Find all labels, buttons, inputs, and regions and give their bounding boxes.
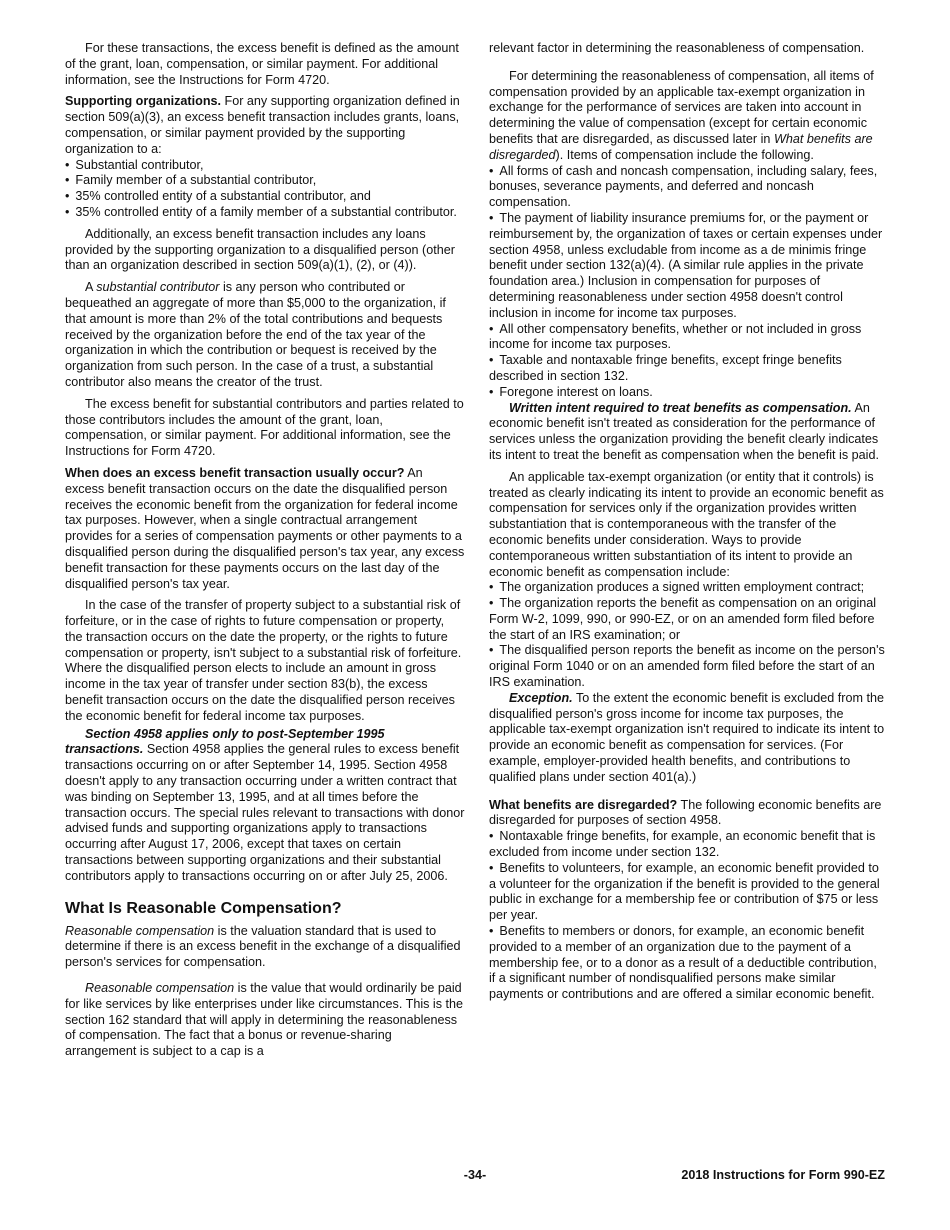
paragraph: The excess benefit for substantial contributors and parties related to those contributors includes the amount of the grant, loan, compensation, or similar payment. For additional information, see the Instructions for Form 4720. [65, 396, 464, 459]
section-heading: What Is Reasonable Compensation? [65, 899, 342, 917]
run-in-heading: What benefits are disregarded? [489, 797, 678, 812]
paragraph: Additionally, an excess benefit transaction includes any loans provided by the supporting organization to a disqualified person (other than an organization described in section 509(a)(1), (2), or (4)). [65, 226, 455, 273]
paragraph: relevant factor in determining the reasonableness of compensation. [489, 41, 865, 55]
list-item: • All forms of cash and noncash compensation, including salary, fees, bonuses, severance payments, and deferred and noncash compensation. [489, 164, 885, 211]
reasonable-compensation-definition [65, 924, 465, 971]
reasonable-compensation-value-paragraph [65, 981, 465, 1060]
written-intent-paragraph [489, 401, 885, 464]
paragraph-text: is the valuation standard that is used to determine if there is an excess benefit in the exchange of a disqualified person's services for compensation. [65, 923, 461, 970]
list-item: • All other compensatory benefits, whether or not included in gross income for income tax purposes. [489, 322, 885, 354]
list-item: • 35% controlled entity of a substantial contributor, and [65, 189, 465, 205]
form-title: 2018 Instructions for Form 990-EZ [681, 1168, 885, 1182]
run-in-heading: Written intent required to treat benefits as compensation. [509, 400, 852, 415]
paragraph-text: ). Items of compensation include the following. [555, 147, 814, 162]
list-item: • Family member of a substantial contributor, [65, 173, 465, 189]
when-occur-paragraph [65, 466, 465, 592]
defined-term: substantial contributor [96, 280, 220, 295]
list-item: • 35% controlled entity of a family member of a substantial contributor. [65, 205, 465, 221]
list-item: • Substantial contributor, [65, 158, 465, 174]
paragraph-text: Section 4958 applies the general rules to excess benefit transactions occurring on or after September 14, 1995. Section 4958 doesn't apply to any transaction occurring under a written contract that was binding on September 13, 1995, and at all times before the transaction occurs. The special rules relevant to transactions with donor advised funds and supporting organizations apply to transactions occurring after August 17, 2006, except that taxes on certain transactions between supporting organizations and their substantial contributors apply to transactions occurring on or after July 25, 2006. [65, 742, 465, 883]
paragraph-text: An excess benefit transaction occurs on the date the disqualified person receives the economic benefit from the organization for federal income tax purposes. However, when a single contractual arrangement provides for a series of compensation payments or other payments to a disqualified person during the disqualified person's tax year, any excess benefit transaction for these payments occurs on the last day of the disqualified person's tax year. [65, 465, 465, 591]
run-in-heading: When does an excess benefit transaction usually occur? [65, 465, 405, 480]
list-item: • The payment of liability insurance premiums for, or the payment or reimbursement by, the organization of taxes or certain expenses under section 4958, unless excludable from income as a de minimis fringe benefit under section 132(a)(4). (A similar rule applies in the private foundation area.) Inclusion in compensation for purposes of determining reasonableness under section 4958 doesn't control inclusion in income for income tax purposes. [489, 211, 885, 322]
paragraph-text: is any person who contributed or bequeathed an aggregate of more than $5,000 to the organization, if that amount is more than 2% of the total contributions and bequests received by the organization before the end of the tax year of the organization in which the contribution or bequest is received by the organization from such person. In the case of a trust, a substantial contributor also means the creator of the trust. [65, 280, 446, 389]
paragraph-text: An economic benefit isn't treated as consideration for the performance of services unless the organization providing the benefit clearly indicates its intent to treat the benefit as compensation when the benefit is paid. [489, 400, 879, 462]
paragraph-text: is the value that would ordinarily be paid for like services by like enterprises under like circumstances. This is the section 162 standard that will apply in determining the reasonableness of compensation. The fact that a bonus or revenue-sharing arrangement is subject to a cap is a [65, 981, 464, 1059]
list-item: • Foregone interest on loans. [489, 385, 885, 401]
paragraph-text: To the extent the economic benefit is excluded from the disqualified person's gross income for income tax purposes, the applicable tax-exempt organization isn't required to indicate its intent to provide an economic benefit as compensation for services. (For example, employer-provided health benefits, and contributions to qualified plans under section 401(a).) [489, 690, 885, 784]
list-item: • The organization produces a signed written employment contract; [489, 580, 885, 596]
disregarded-benefits-paragraph [489, 798, 885, 830]
defined-term: Reasonable compensation [65, 923, 215, 938]
paragraph-text: For determining the reasonableness of compensation, all items of compensation provided by an applicable tax-exempt organization in exchange for the performance of services are taken into account in determining the value of compensation (except for certain economic benefits that are disregarded, as discussed later in [489, 68, 874, 146]
list-item: • Benefits to members or donors, for example, an economic benefit provided to a member of an organization due to the payment of a membership fee, or to a donor as a result of a deductible contribution, if a significant number of nondisqualified persons make similar payments or contributions and are offered a similar economic benefit. [489, 924, 885, 1003]
paragraph: For these transactions, the excess benefit is defined as the amount of the grant, loan, compensation, or similar payment. For additional information, see the Instructions for Form 4720. [65, 41, 459, 87]
section-4958-paragraph [65, 727, 465, 885]
list-item: • Taxable and nontaxable fringe benefits, except fringe benefits described in section 132. [489, 353, 885, 385]
supporting-organizations-paragraph [65, 94, 465, 157]
paragraph-text: For any supporting organization defined in section 509(a)(3), an excess benefit transaction includes grants, loans, compensation, or similar payment provided by the supporting organization to a: [65, 94, 460, 156]
run-in-heading: Supporting organizations. [65, 94, 222, 109]
items-of-compensation-paragraph [489, 69, 885, 164]
cross-reference: What benefits are disregarded [489, 131, 873, 162]
defined-term: Reasonable compensation [85, 981, 235, 996]
list-item: • The organization reports the benefit as compensation on an original Form W-2, 1099, 990, or 990-EZ, or on an amended form filed before the start of an IRS examination; or [489, 596, 885, 643]
left-column [65, 41, 465, 1066]
list-item: • Benefits to volunteers, for example, an economic benefit provided to a volunteer for the organization if the benefit is provided to the general public in exchange for a membership fee or contribution of $75 or less per year. [489, 861, 885, 924]
list-item: • The disqualified person reports the benefit as income on the person's original Form 1040 or on an amended form filed before the start of an IRS examination. [489, 643, 885, 690]
paragraph: In the case of the transfer of property subject to a substantial risk of forfeiture, or in the case of rights to future compensation or property, the transaction occurs on the date the property, or the rights to future compensation or property, isn't subject to a substantial risk of forfeiture. Where the disqualified person elects to include an amount in gross income in the tax year of transfer under section 83(b), the excess benefit transaction occurs on the date the disqualified person receives the economic benefit for federal income tax purposes. [65, 598, 462, 723]
paragraph-text: A [85, 280, 93, 295]
page-number: -34- [463, 1168, 487, 1182]
paragraph-text: The following economic benefits are disregarded for purposes of section 4958. [489, 797, 882, 828]
list-item: • Nontaxable fringe benefits, for example, an economic benefit that is excluded from income under section 132. [489, 829, 885, 861]
run-in-heading: Exception. [509, 690, 573, 705]
paragraph: An applicable tax-exempt organization (or entity that it controls) is treated as clearly indicating its intent to provide an economic benefit as compensation for services only if the organization provides written substantiation that is contemporaneous with the transfer of the economic benefits under consideration. Ways to provide contemporaneous written substantiation of its intent to provide an economic benefit as compensation include: [489, 469, 884, 579]
run-in-heading: Section 4958 applies only to post-September 1995 transactions. [65, 726, 385, 757]
right-column [489, 41, 885, 1003]
exception-paragraph [489, 691, 885, 786]
substantial-contributor-paragraph [65, 280, 465, 391]
